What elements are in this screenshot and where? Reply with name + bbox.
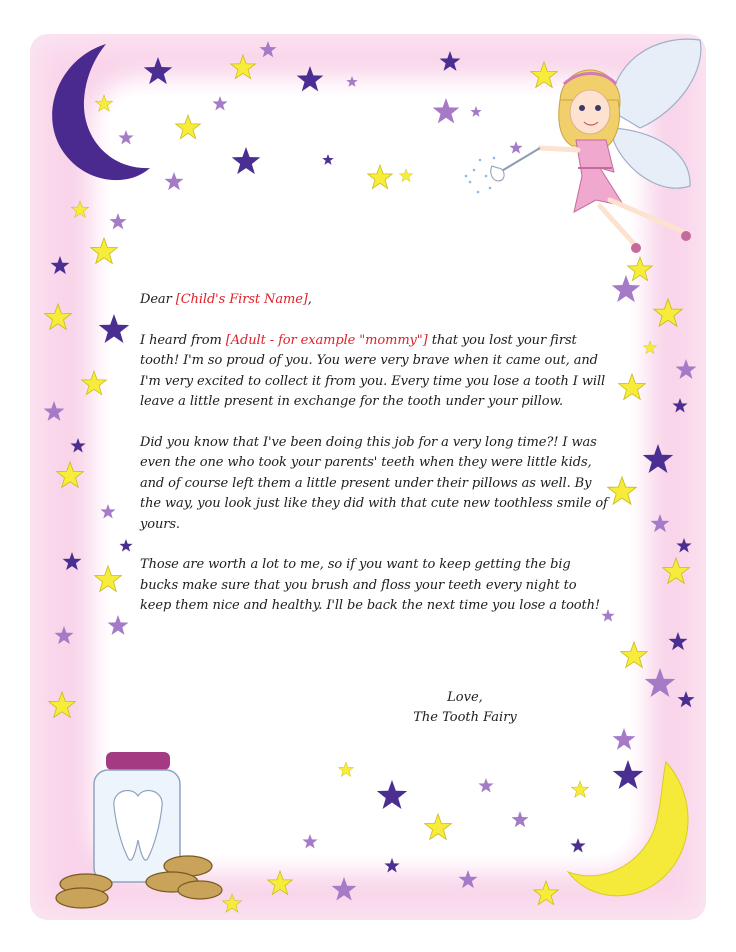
crescent-moon-icon [52, 44, 150, 180]
greeting-line [140, 290, 610, 311]
paragraph-1-rest: that you lost your first tooth! I'm so proud of you. You were very brave when it came out, and I'm very excited to collect it from you. Every time you lose a tooth I will leave a little present in exchange for the tooth under your pillow. [140, 332, 606, 409]
letter-body [140, 290, 610, 637]
tooth-fairy-illustration [465, 39, 701, 253]
paragraph-3: Those are worth a lot to me, so if you want to keep getting the big bucks make sure that you brush and floss your teeth every night to keep them nice and healthy. I'll be back the next time you lose a tooth! [140, 557, 601, 613]
paragraph-2: Did you know that I've been doing this job for a very long time?! I was even the one who took your parents' teeth when they were little kids, and of course left them a little present under their pillows as well. By the way, you look just like they did with that cute new toothless smile of yours. [140, 434, 608, 532]
greeting-text: Dear [140, 292, 172, 307]
child-name-placeholder: [Child's First Name] [175, 292, 308, 307]
signoff [400, 688, 530, 728]
greeting-comma: , [307, 292, 312, 307]
paragraph-1 [140, 331, 610, 413]
adult-placeholder: [Adult - for example "mommy"] [225, 332, 428, 348]
paragraph-1-start: I heard from [140, 332, 222, 348]
signature-text: The Tooth Fairy [413, 710, 517, 725]
closing-text: Love, [447, 690, 483, 705]
